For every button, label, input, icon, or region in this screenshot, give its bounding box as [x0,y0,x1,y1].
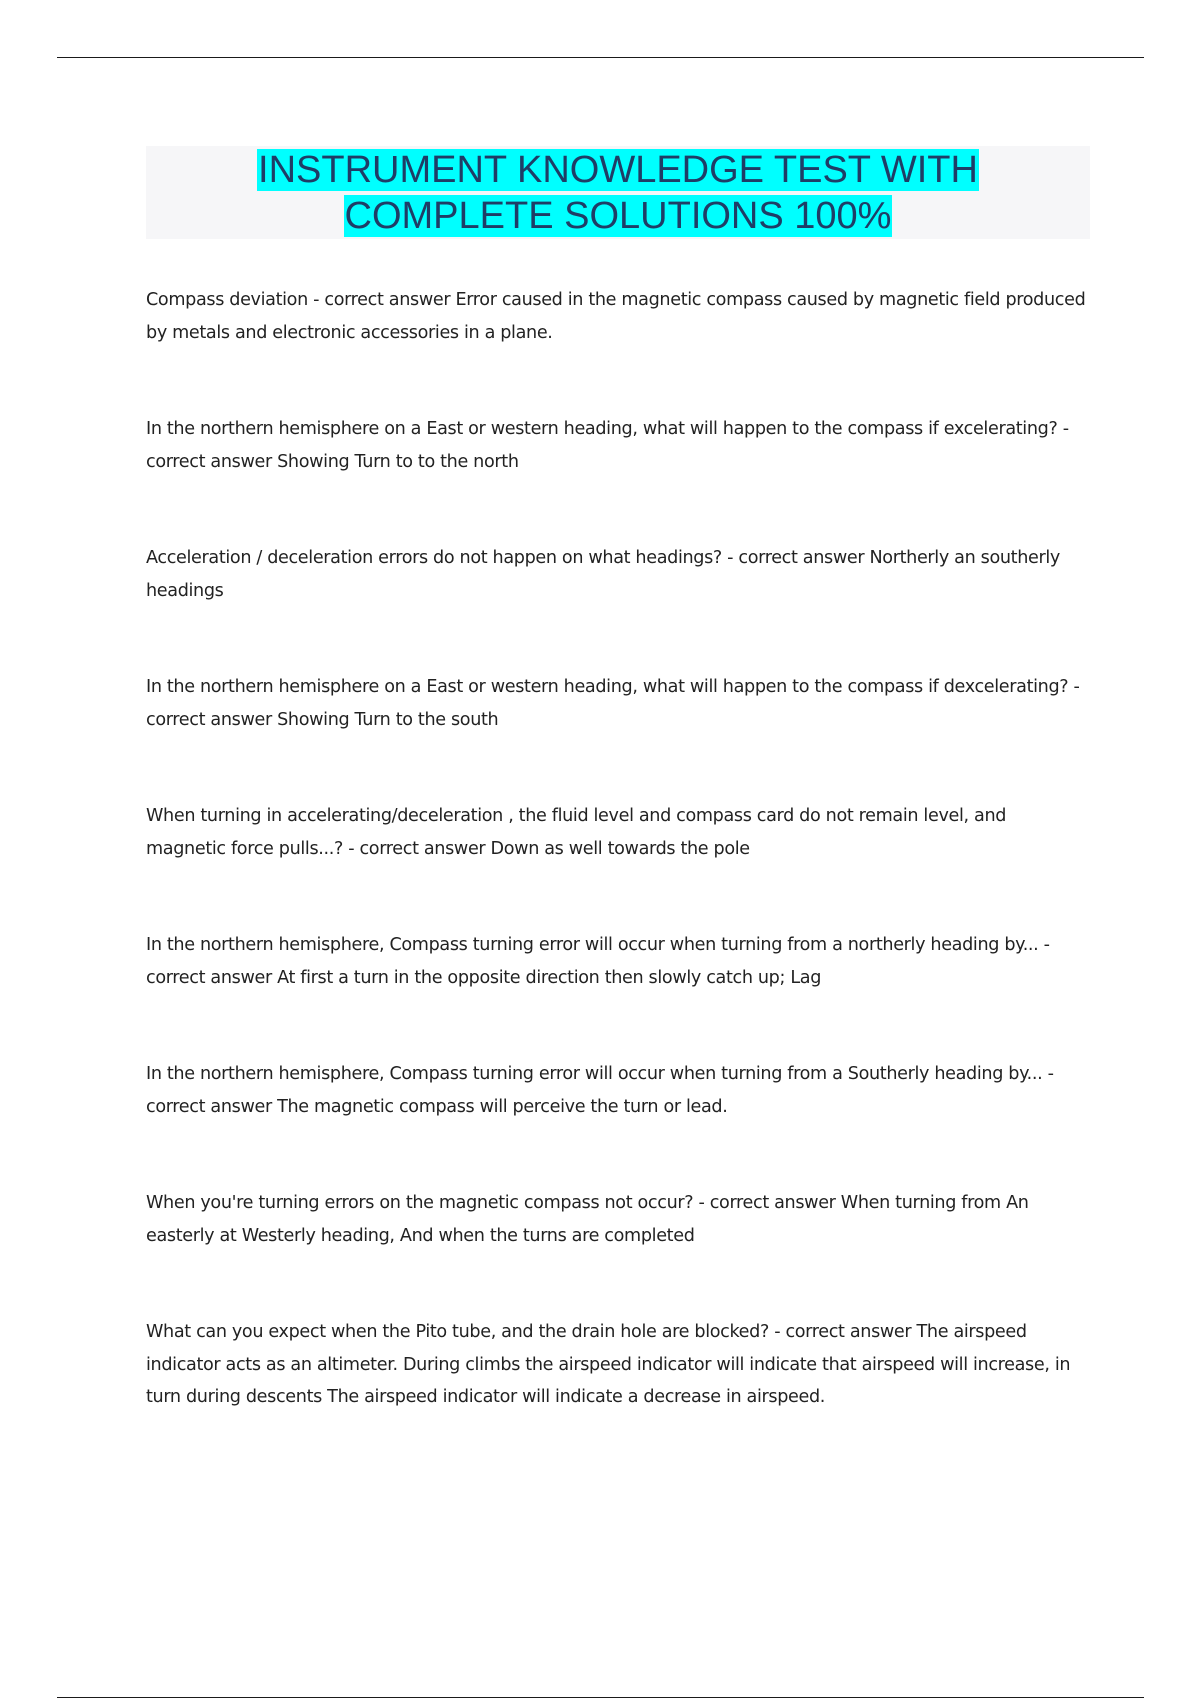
qa-item: Compass deviation - correct answer Error caused in the magnetic compass caused by magnetic field produced by metals and electronic accessories in a plane. [146,290,1086,343]
qa-item: What can you expect when the Pito tube, and the drain hole are blocked? - correct answer The airspeed indicator acts as an altimeter. During climbs the airspeed indicator will indicate that airspeed will increase, in turn during descents The airspeed indicator will indicate a decrease in airspeed. [146,1322,1071,1407]
qa-item: When you're turning errors on the magnetic compass not occur? - correct answer When turning from An easterly at Westerly heading, And when the turns are completed [146,1193,1029,1246]
qa-item: In the northern hemisphere on a East or western heading, what will happen to the compass if dexcelerating? - correct answer Showing Turn to the south [146,677,1080,730]
title-line-1-text: INSTRUMENT KNOWLEDGE TEST WITH [258,149,978,191]
title-line-1 [146,147,1090,193]
qa-item: In the northern hemisphere, Compass turning error will occur when turning from a northerly heading by... - correct answer At first a turn in the opposite direction then slowly catch up; Lag [146,935,1050,988]
title-line-2-text: COMPLETE SOLUTIONS 100% [344,195,892,237]
title-line-2 [146,193,1090,239]
footer-rule [57,1697,1144,1698]
qa-item: Acceleration / deceleration errors do not happen on what headings? - correct answer Northerly an southerly headings [146,548,1060,601]
qa-item: When turning in accelerating/deceleration , the fluid level and compass card do not remain level, and magnetic force pulls...? - correct answer Down as well towards the pole [146,806,1007,859]
qa-item: In the northern hemisphere, Compass turning error will occur when turning from a Southerly heading by... - correct answer The magnetic compass will perceive the turn or lead. [146,1064,1054,1117]
document-title [146,146,1090,239]
header-rule [57,57,1144,58]
qa-item: In the northern hemisphere on a East or western heading, what will happen to the compass if excelerating? - correct answer Showing Turn to to the north [146,419,1069,472]
qa-list [146,284,1090,1445]
